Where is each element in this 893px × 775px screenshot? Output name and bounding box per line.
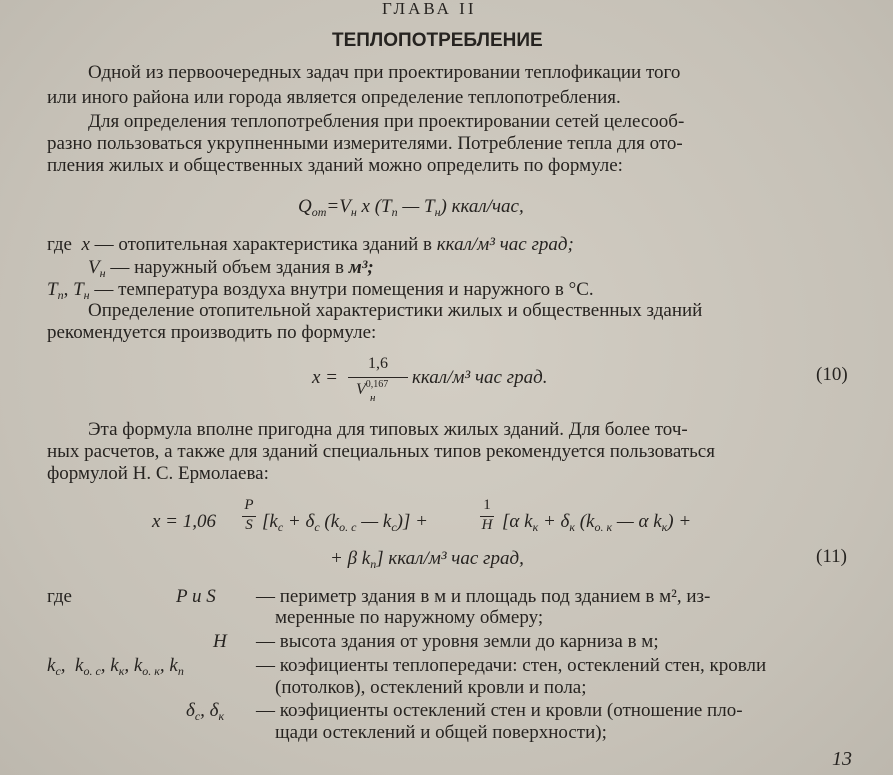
formula-heat-consumption: $Q_{от}=V_н$ x ($T_п$ — $T_н$) ккал/час, [298,196,524,219]
paragraph-line: разно пользоваться укрупненными измерителями. Потребление тепла для ото- [47,133,683,154]
formula-11-part-b: [α $k_к + \delta_к$ ($k_{o. к}$ — α $k_к$) + [502,511,692,534]
where-def: меренные по наружному обмеру; [275,607,544,628]
where-clause-v: $V_н$ — наружный объем здания в м³; [88,257,374,280]
where-symbol-delta: $\delta_c$, $\delta_к$ [186,700,225,723]
paragraph-line: формулой Н. С. Ермолаева: [47,463,269,484]
page-number: 13 [832,748,852,770]
paragraph-line: или иного района или города является определение теплопотребления. [47,87,621,108]
where-clause-x: где x — отопительная характеристика зданий в ккал/м³ час град; [47,234,574,255]
formula-11-part-a: [$k_c + \delta_c$ ($k_{o. c}$ — $k_c$)] + [262,511,428,534]
where-def: — высота здания от уровня земли до карниза в м; [256,631,659,652]
paragraph-line: Определение отопительной характеристики жилых и общественных зданий [88,300,703,321]
book-page: ГЛАВА II ТЕПЛОПОТРЕБЛЕНИЕ Одной из первоочередных задач при проектировании теплофикации того или иного района или города является определение теплопотребления. Для определения теплопотребления при проектировании сетей целесооб- разно пользоваться укрупненными измерителями. Потребление тепла для ото- пления жилых и общественных зданий можно определить по формуле: $Q_{от}=V_н$ x ($T_п$ — $T_н$) ккал/час, где x — отопительная характеристика зданий в ккал/м³ час град; $V_н$ — наружный объем здания в м³; $T_п$, $T_н$ — температура воздуха внутри помещения и наружного в °C. Определение отопительной характеристики жилых и общественных зданий рекомендуется производить по формуле: x = 1,6 V$^{0,167}$ н ккал/м³ час град. (10) Эта формула вполне пригодна для типовых жилых зданий. Для более точ- ных расчетов, а также для зданий специальных типов рекомендуется пользоваться формулой Н. С. Ермолаева: x = 1,06 P S [$k_c + \delta_c$ ($k_{o. c}$ — $k_c$)] + 1 H [α $k_к + \delta_к$ ($k_{o. к}$ — α $k_к$) + + β $k_п$] ккал/м³ час град, (11) где P и S — периметр здания в м и площадь под зданием в м², из- меренные по наружному обмеру; H — высота здания от уровня земли до карниза в м; $k_c$, $k_{o. c}$, $k_к$, $k_{o. к}$, $k_п$ — коэфициенты теплопередачи: стен, остеклений стен, кровли (потолков), остеклений кровли и пола; $\delta_c$, $\delta_к$ — коэфициенты остеклений стен и кровли (отношение пло- щади остеклений и общей поверхности); 13 [0,0,893,775]
where-symbol-k: $k_c$, $k_{o. c}$, $k_к$, $k_{o. к}$, $k_п$ [47,655,184,678]
where-def: щади остеклений и общей поверхности); [275,722,607,743]
paragraph-line: рекомендуется производить по формуле: [47,322,377,343]
chapter-title: ТЕПЛОПОТРЕБЛЕНИЕ [332,30,543,51]
fraction-numerator: 1,6 [368,355,388,372]
where-def: — коэфициенты остеклений стен и кровли (отношение пло- [256,700,743,721]
where-label: где [47,586,72,607]
where-clause-t: $T_п$, $T_н$ — температура воздуха внутри помещения и наружного в °C. [47,279,594,302]
paragraph-line: Эта формула вполне пригодна для типовых жилых зданий. Для более точ- [88,419,688,440]
paragraph-line: ных расчетов, а также для зданий специальных типов рекомендуется пользоваться [47,441,715,462]
chapter-label: ГЛАВА II [382,0,477,18]
where-symbol-ps: P и S [176,586,216,607]
paragraph-line: Для определения теплопотребления при проектировании сетей целесооб- [88,111,685,132]
fraction-denominator: V$^{0,167}$ [356,379,389,398]
where-def: (потолков), остеклений кровли и пола; [275,677,587,698]
where-def: — периметр здания в м и площадь под зданием в м², из- [256,586,711,607]
paragraph-line: пления жилых и общественных зданий можно определить по формуле: [47,155,623,176]
equation-number: (10) [816,364,848,385]
equation-number: (11) [816,546,847,567]
formula-11-line2: + β $k_п$] ккал/м³ час град, [330,548,524,571]
where-symbol-h: H [213,631,227,652]
paragraph-line: Одной из первоочередных задач при проектировании теплофикации того [88,62,681,83]
where-def: — коэфициенты теплопередачи: стен, остеклений стен, кровли [256,655,767,676]
